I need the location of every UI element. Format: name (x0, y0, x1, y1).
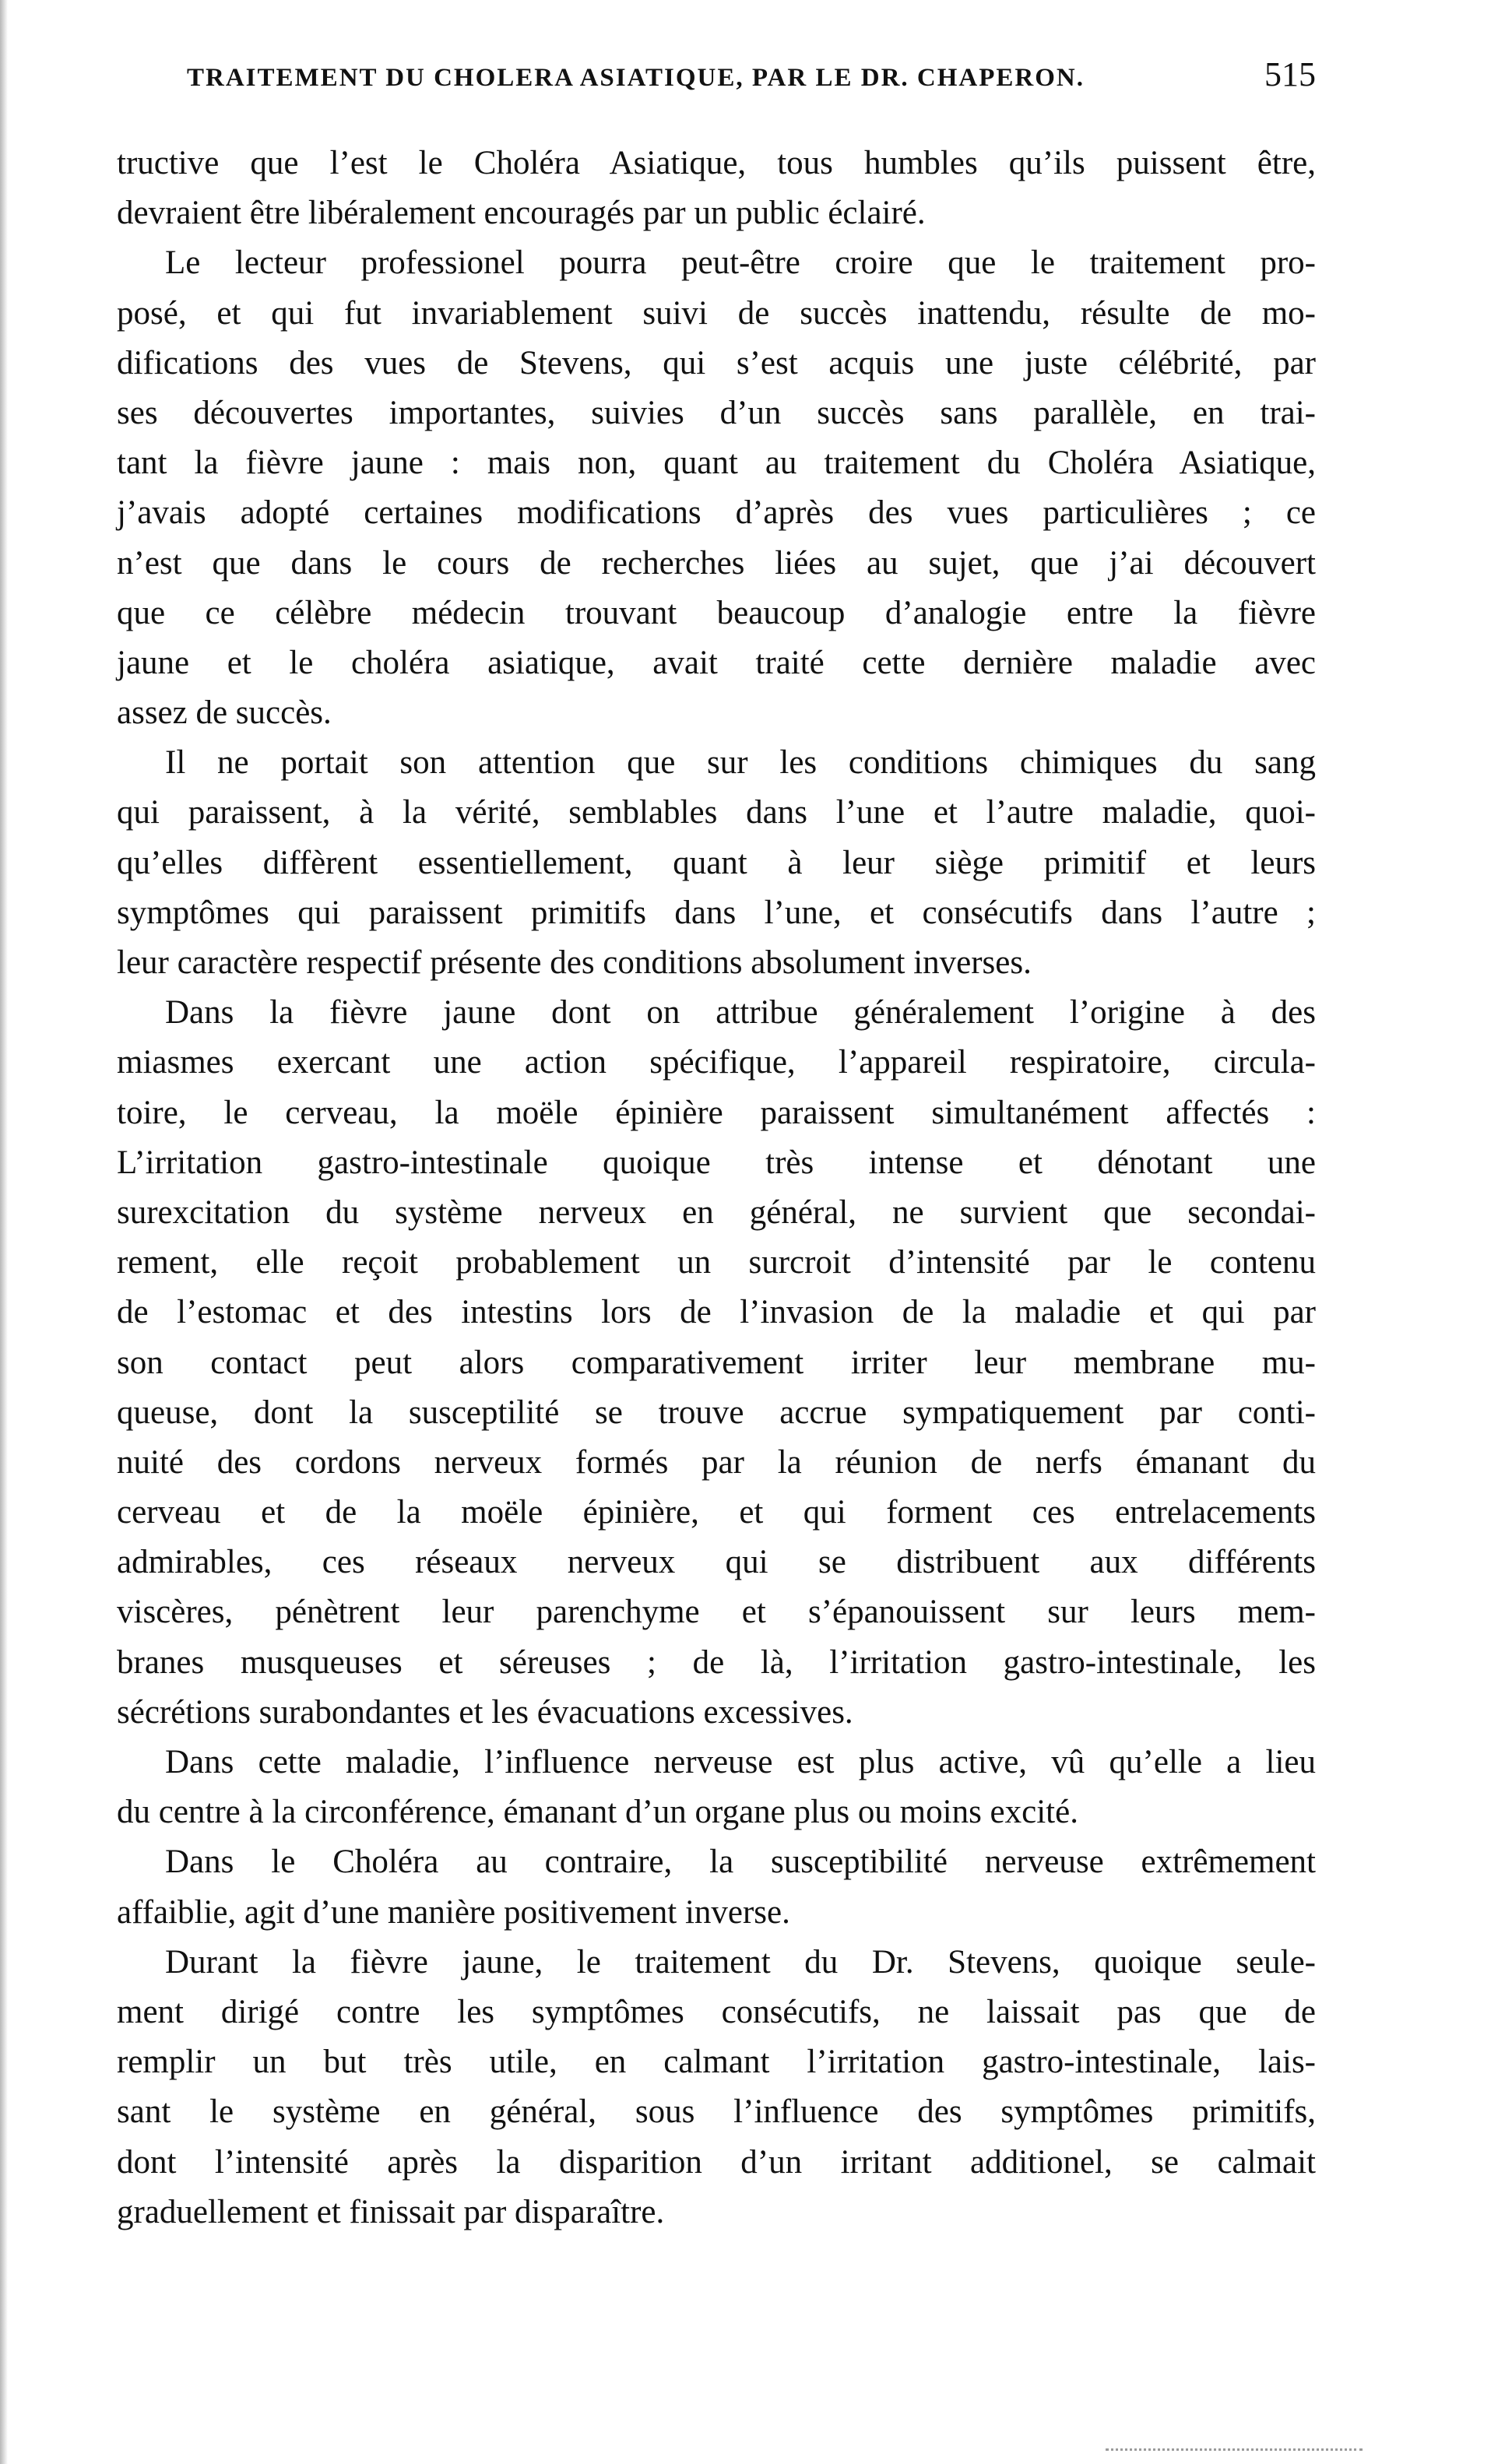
paragraph (117, 1738, 1316, 1837)
text-line: surexcitation du système nerveux en général, ne survient que secondai- (117, 1193, 1316, 1231)
text-line: leur caractère respectif présente des conditions absolument inverses. (117, 944, 1032, 981)
text-line: n’est que dans le cours de recherches liées au sujet, que j’ai découvert (117, 544, 1316, 582)
text-line: qu’elles diffèrent essentiellement, quant à leur siège primitif et leurs (117, 844, 1316, 881)
running-head (187, 54, 1316, 117)
text-line: Il ne portait son attention que sur les conditions chimiques du sang (165, 744, 1316, 782)
text-line: ment dirigé contre les symptômes consécutifs, ne laissait pas que de (117, 1993, 1316, 2030)
text-line: qui paraissent, à la vérité, semblables dans l’une et l’autre maladie, quoi- (117, 794, 1316, 831)
text-line: Dans cette maladie, l’influence nerveuse est plus active, vû qu’elle a lieu (165, 1744, 1316, 1780)
text-line: tant la fièvre jaune : mais non, quant au traitement du Choléra Asiatique, (117, 445, 1316, 482)
text-line: son contact peut alors comparativement irriter leur membrane mu- (117, 1344, 1316, 1381)
book-page (117, 54, 1316, 2237)
page-edge-shadow (0, 0, 8, 2464)
running-title: TRAITEMENT DU CHOLERA ASIATIQUE, PAR LE DR. CHAPERON. (187, 64, 1085, 92)
text-line: symptômes qui paraissent primitifs dans l’une, et consécutifs dans l’autre ; (117, 894, 1316, 931)
text-line: j’avais adopté certaines modifications d’après des vues particulières ; ce (117, 494, 1316, 532)
text-line: Le lecteur professionel pourra peut-être croire que le traitement pro- (165, 244, 1316, 282)
text-line: dont l’intensité après la disparition d’un irritant additionel, se calmait (117, 2143, 1316, 2181)
text-line: L’irritation gastro-intestinale quoique très intense et dénotant une (117, 1144, 1316, 1181)
body-text (117, 139, 1316, 2237)
text-line: affaiblie, agit d’une manière positivement inverse. (117, 1893, 790, 1931)
text-line: rement, elle reçoit probablement un surcroit d’intensité par le contenu (117, 1244, 1316, 1281)
text-line: difications des vues de Stevens, qui s’est acquis une juste célébrité, par (117, 344, 1316, 381)
text-line: queuse, dont la susceptilité se trouve accrue sympatiquement par conti- (117, 1394, 1316, 1431)
text-line: sécrétions surabondantes et les évacuations excessives. (117, 1693, 853, 1731)
text-line: jaune et le choléra asiatique, avait traité cette dernière maladie avec (117, 644, 1316, 681)
text-line: nuité des cordons nerveux formés par la réunion de nerfs émanant du (117, 1443, 1316, 1481)
paragraph (117, 1837, 1316, 1937)
text-line: graduellement et finissait par disparaître. (117, 2193, 665, 2230)
text-line: de l’estomac et des intestins lors de l’invasion de la maladie et qui par (117, 1294, 1316, 1331)
text-line: posé, et qui fut invariablement suivi de succès inattendu, résulte de mo- (117, 294, 1316, 332)
bottom-scan-marks (1106, 2448, 1363, 2453)
paragraph (117, 238, 1316, 738)
text-line: toire, le cerveau, la moële épinière paraissent simultanément affectés : (117, 1094, 1316, 1131)
text-line: assez de succès. (117, 694, 332, 732)
text-line: remplir un but très utile, en calmant l’irritation gastro-intestinale, lais- (117, 2044, 1316, 2081)
text-line: devraient être libéralement encouragés par un public éclairé. (117, 195, 926, 232)
text-line: branes musqueuses et séreuses ; de là, l’irritation gastro-intestinale, les (117, 1643, 1316, 1681)
text-line: tructive que l’est le Choléra Asiatique, tous humbles qu’ils puissent être, (117, 145, 1316, 181)
text-line: que ce célèbre médecin trouvant beaucoup d’analogie entre la fièvre (117, 594, 1316, 631)
text-line: Dans la fièvre jaune dont on attribue généralement l’origine à des (165, 994, 1316, 1032)
page-number: 515 (1264, 55, 1316, 93)
text-line: viscères, pénètrent leur parenchyme et s’épanouissent sur leurs mem- (117, 1594, 1316, 1631)
paragraph (117, 988, 1316, 1738)
paragraph (117, 1938, 1316, 2237)
text-line: miasmes exercant une action spécifique, l’appareil respiratoire, circula- (117, 1044, 1316, 1081)
paragraph (117, 738, 1316, 988)
text-line: sant le système en général, sous l’influence des symptômes primitifs, (117, 2093, 1316, 2131)
text-line: Dans le Choléra au contraire, la susceptibilité nerveuse extrêmement (165, 1844, 1316, 1881)
paragraph (117, 139, 1316, 238)
text-line: du centre à la circonférence, émanant d’un organe plus ou moins excité. (117, 1794, 1078, 1831)
text-line: Durant la fièvre jaune, le traitement du Dr. Stevens, quoique seule- (165, 1943, 1316, 1981)
text-line: cerveau et de la moële épinière, et qui forment ces entrelacements (117, 1494, 1316, 1531)
text-line: ses découvertes importantes, suivies d’un succès sans parallèle, en trai- (117, 394, 1316, 431)
text-line: admirables, ces réseaux nerveux qui se distribuent aux différents (117, 1544, 1316, 1581)
